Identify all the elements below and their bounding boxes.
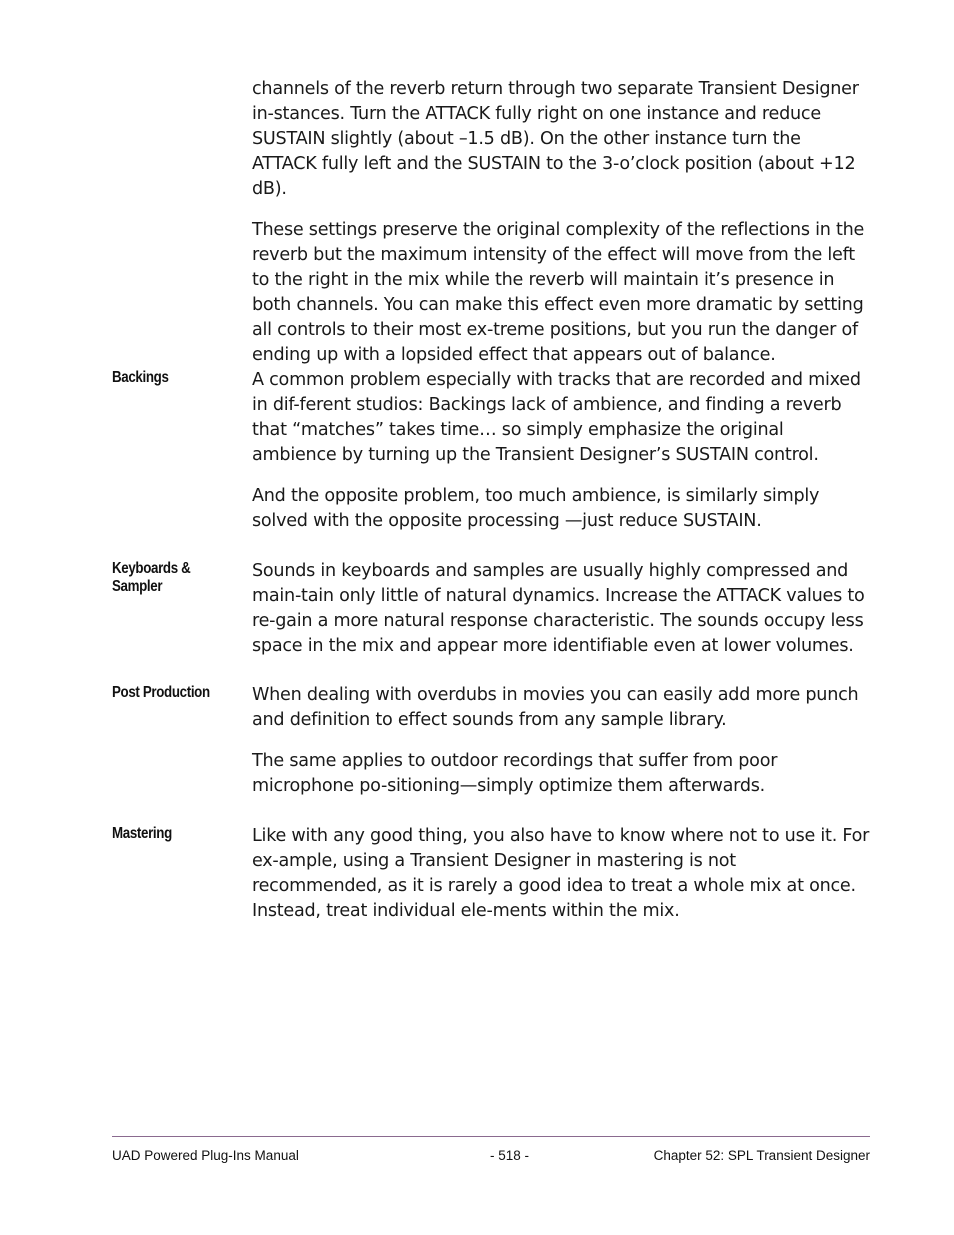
backings-paragraph-1: A common problem especially with tracks that are recorded and mixed in dif-ferent studios: Backings lack of ambience, and finding a reverb that “matches” takes time… so simply emphasize the original ambience by turning up the Transient Designer’s SUSTAIN control.	[252, 370, 861, 465]
keyboards-paragraph-1: Sounds in keyboards and samples are usually highly compressed and main-tain only little of natural dynamics. Increase the ATTACK values to re-gain a more natural response characteristic. The sounds occupy less space in the mix and appear more identifiable even at lower volumes.	[252, 561, 865, 656]
section-body-keyboards-sampler	[252, 559, 870, 659]
section-heading-keyboards-sampler: Keyboards & Sampler	[112, 560, 191, 595]
footer-page-number: - 518 -	[490, 1148, 530, 1163]
section-body-mastering	[252, 824, 870, 924]
section-mastering	[112, 824, 870, 940]
footer-divider	[112, 1136, 870, 1137]
intro-paragraph-1: channels of the reverb return through two separate Transient Designer in-stances. Turn the ATTACK fully right on one instance and reduce SUSTAIN slightly (about –1.5 dB). On the other instance turn the ATTACK fully left and the SUSTAIN to the 3-o’clock position (about +12 dB).	[252, 79, 859, 199]
footer-chapter-title: Chapter 52: SPL Transient Designer	[653, 1148, 870, 1163]
post-production-paragraph-2: The same applies to outdoor recordings that suffer from poor microphone po-sitioning—simply optimize them afterwards.	[252, 751, 778, 796]
section-backings	[112, 368, 870, 550]
footer-manual-title: UAD Powered Plug-Ins Manual	[112, 1148, 299, 1163]
backings-paragraph-2: And the opposite problem, too much ambience, is similarly simply solved with the opposite processing —just reduce SUSTAIN.	[252, 486, 820, 531]
section-post-production	[112, 683, 870, 815]
section-body-post-production	[252, 683, 870, 799]
section-heading-mastering: Mastering	[112, 825, 172, 842]
intro-text-block	[252, 77, 870, 384]
section-heading-post-production: Post Production	[112, 684, 210, 701]
section-heading-backings: Backings	[112, 369, 169, 386]
section-keyboards-sampler	[112, 559, 870, 675]
intro-paragraph-2: These settings preserve the original complexity of the reflections in the reverb but the maximum intensity of the effect will move from the left to the right in the mix while the reverb will maintain it’s presence in both channels. You can make this effect even more dramatic by setting all controls to their most ex-treme positions, but you run the danger of ending up with a lopsided effect that appears out of balance.	[252, 220, 865, 365]
post-production-paragraph-1: When dealing with overdubs in movies you can easily add more punch and definition to effect sounds from any sample library.	[252, 685, 859, 730]
mastering-paragraph-1: Like with any good thing, you also have to know where not to use it. For ex-ample, using a Transient Designer in mastering is not recommended, as it is rarely a good idea to treat a whole mix at once. Instead, treat individual ele-ments within the mix.	[252, 826, 870, 921]
section-body-backings	[252, 368, 870, 534]
